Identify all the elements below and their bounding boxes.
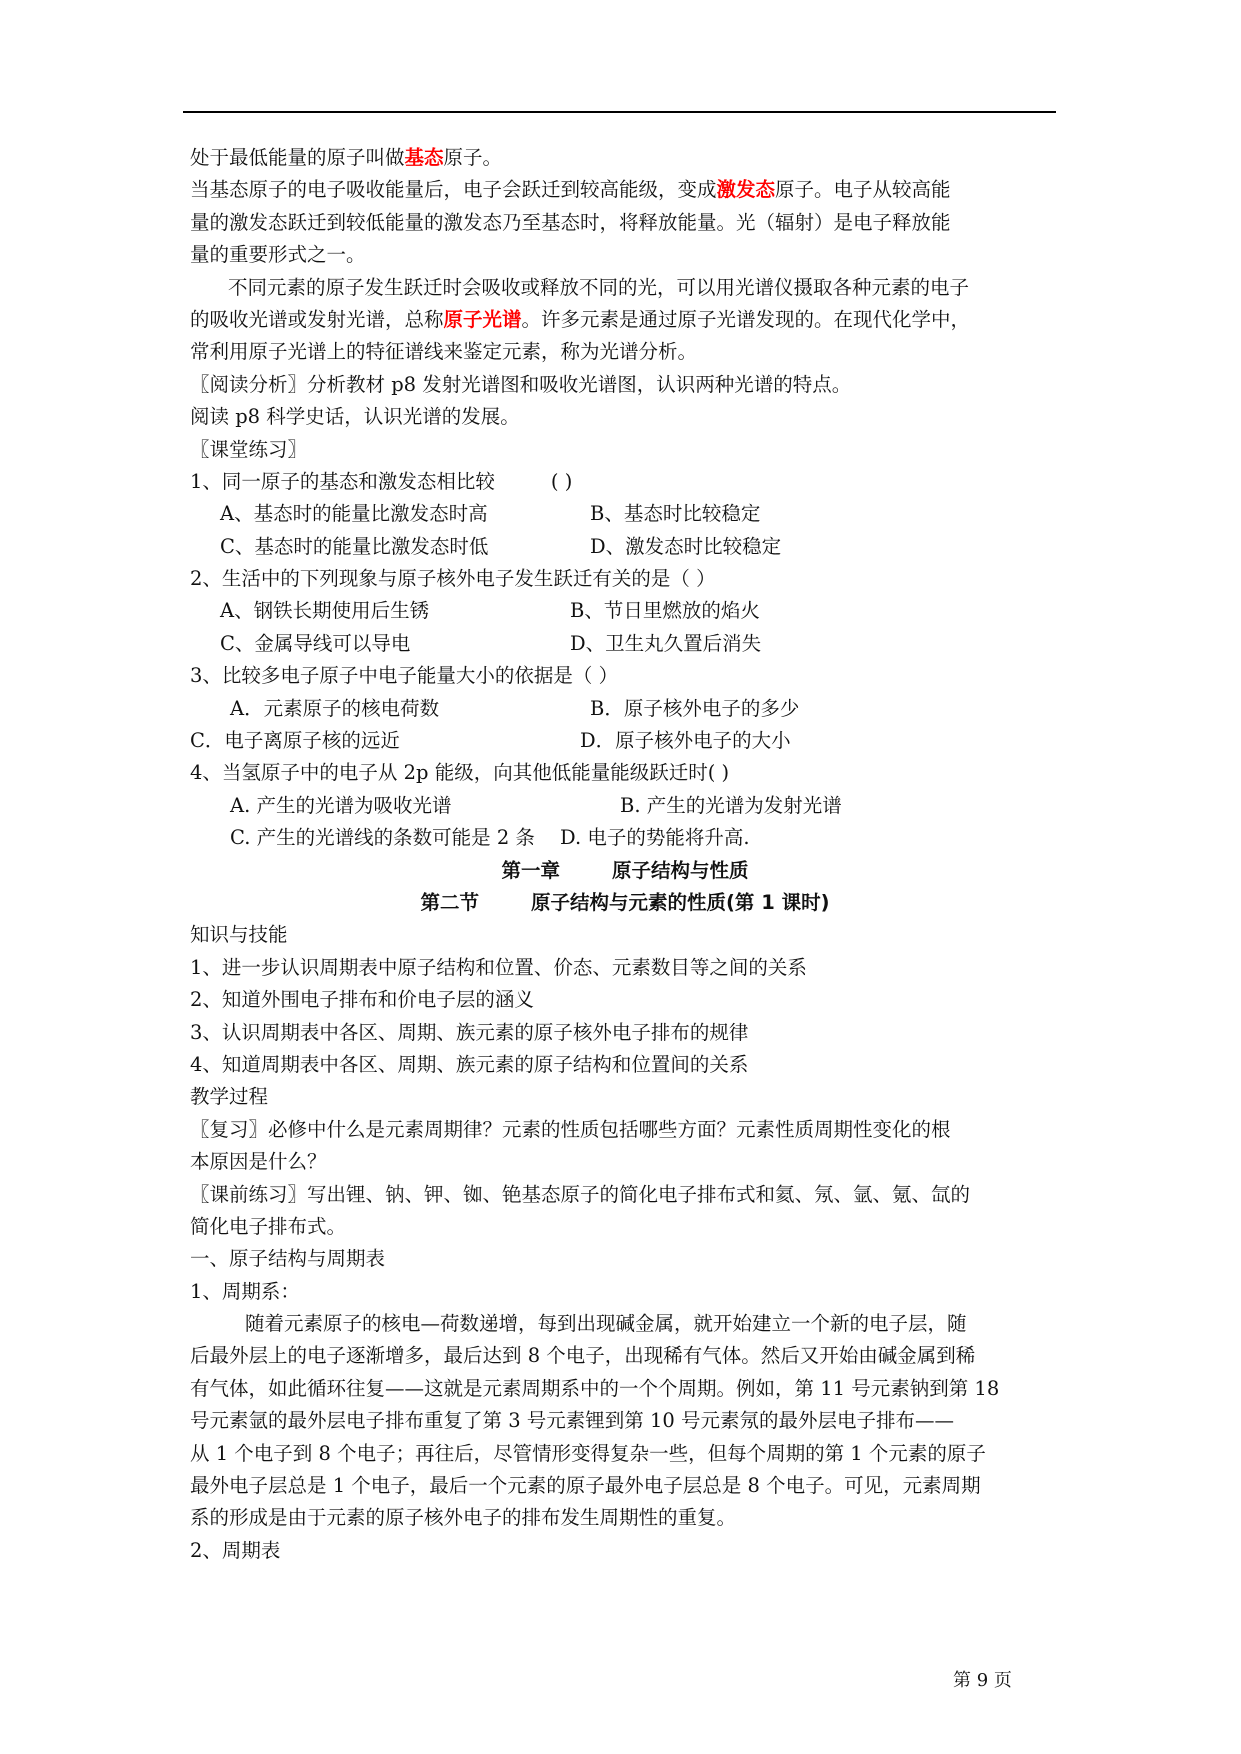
option-c: C．电子离原子核的远近 (190, 729, 400, 753)
pre-exercise-line-2: 简化电子排布式。 (190, 1214, 347, 1238)
header-rule (183, 111, 1056, 113)
option-d: D、卫生丸久置后消失 (570, 631, 762, 655)
excited-state-line-3: 量的重要形式之一。 (190, 243, 366, 267)
section-heading: 第二节 原子结构与元素的性质(第 1 课时) (420, 890, 830, 914)
periodic-paragraph-line: 后最外层上的电子逐渐增多，最后达到 8 个电子，出现稀有气体。然后又开始由碱金属到稀 (190, 1344, 976, 1368)
option-d: D．原子核外电子的大小 (580, 729, 791, 753)
spectrum-line-1: 不同元素的原子发生跃迁时会吸收或释放不同的光，可以用光谱仪摄取各种元素的电子 (228, 275, 970, 299)
reading-analysis: 〖阅读分析〗分析教材 p8 发射光谱图和吸收光谱图，认识两种光谱的特点。 (190, 372, 852, 396)
exercise-2-stem: 2、生活中的下列现象与原子核外电子发生跃迁有关的是（ ） (190, 567, 716, 591)
exercise-heading: 〖课堂练习〗 (190, 437, 308, 461)
option-a: A. 产生的光谱为吸收光谱 (230, 793, 452, 817)
reading-history: 阅读 p8 科学史话，认识光谱的发展。 (190, 405, 520, 429)
knowledge-item: 2、知道外围电子排布和价电子层的涵义 (190, 988, 534, 1012)
exercise-3-options-ab (190, 693, 1060, 725)
exercise-4-options-ab (190, 790, 1060, 822)
subheading-periodic-table: 2、周期表 (190, 1538, 281, 1562)
option-c: C、基态时的能量比激发态时低 (220, 534, 489, 558)
option-b: B、节日里燃放的焰火 (570, 599, 760, 623)
periodic-paragraph-line: 最外电子层总是 1 个电子，最后一个元素的原子最外电子层总是 8 个电子。可见，元素周期 (190, 1474, 981, 1498)
ground-state-line: 处于最低能量的原子叫做基态原子。 (190, 146, 503, 169)
exercise-3-options-cd (190, 725, 1060, 757)
option-a: A、基态时的能量比激发态时高 (220, 502, 488, 526)
option-b: B．原子核外电子的多少 (590, 696, 800, 720)
periodic-paragraph-line: 有气体，如此循环往复——这就是元素周期系中的一个个周期。例如，第 11 号元素钠到第 18 (190, 1376, 1000, 1400)
option-d: D、激发态时比较稳定 (590, 534, 782, 558)
term-excited-state: 激发态 (716, 178, 776, 202)
knowledge-heading: 知识与技能 (190, 923, 288, 947)
exercise-2-options-cd (190, 628, 1060, 660)
chapter-heading: 第一章 原子结构与性质 (501, 858, 749, 882)
option-a: A．元素原子的核电荷数 (230, 696, 440, 720)
excited-state-line-1: 当基态原子的电子吸收能量后，电子会跃迁到较高能级，变成激发态原子。电子从较高能 (190, 178, 951, 202)
option-c: C、金属导线可以导电 (220, 631, 411, 655)
exercise-1-options-ab (190, 498, 1060, 530)
option-b: B、基态时比较稳定 (590, 502, 761, 526)
exercise-2-options-ab (190, 595, 1060, 627)
knowledge-item: 4、知道周期表中各区、周期、族元素的原子结构和位置间的关系 (190, 1052, 749, 1076)
subheading-periodic-system: 1、周期系： (190, 1279, 300, 1303)
pre-exercise-line-1: 〖课前练习〗写出锂、钠、钾、铷、铯基态原子的简化电子排布式和氦、氖、氩、氪、氙的 (190, 1182, 971, 1206)
review-line-1: 〖复习〗必修中什么是元素周期律？元素的性质包括哪些方面？元素性质周期性变化的根 (190, 1117, 951, 1141)
option-c: C. 产生的光谱线的条数可能是 2 条 (230, 826, 535, 850)
exercise-4-options-cd (190, 822, 1060, 854)
page-number: 第 9 页 (953, 1670, 1012, 1691)
periodic-paragraph-line: 随着元素原子的核电—荷数递增，每到出现碱金属，就开始建立一个新的电子层，随 (245, 1312, 967, 1336)
excited-state-line-2: 量的激发态跃迁到较低能量的激发态乃至基态时，将释放能量。光（辐射）是电子释放能 (190, 210, 951, 234)
exercise-1-options-cd (190, 531, 1060, 563)
process-heading: 教学过程 (190, 1085, 269, 1109)
review-line-2: 本原因是什么？ (190, 1150, 327, 1174)
section-1-heading: 一、原子结构与周期表 (190, 1247, 386, 1271)
periodic-paragraph-line: 系的形成是由于元素的原子核外电子的排布发生周期性的重复。 (190, 1506, 737, 1530)
exercise-4-stem: 4、当氢原子中的电子从 2p 能级，向其他低能量能级跃迁时( ) (190, 761, 730, 785)
exercise-3-stem: 3、比较多电子原子中电子能量大小的依据是（ ） (190, 664, 619, 688)
spectrum-line-3: 常利用原子光谱上的特征谱线来鉴定元素，称为光谱分析。 (190, 340, 698, 364)
knowledge-item: 3、认识周期表中各区、周期、族元素的原子核外电子排布的规律 (190, 1020, 749, 1044)
term-ground-state: 基态 (404, 146, 444, 169)
periodic-paragraph-line: 从 1 个电子到 8 个电子；再往后，尽管情形变得复杂一些，但每个周期的第 1 个元素的原子 (190, 1441, 986, 1465)
document-body (190, 142, 1060, 1567)
knowledge-item: 1、进一步认识周期表中原子结构和位置、价态、元素数目等之间的关系 (190, 955, 807, 979)
option-a: A、钢铁长期使用后生锈 (220, 599, 430, 623)
option-b: B. 产生的光谱为发射光谱 (620, 793, 842, 817)
option-d: D. 电子的势能将升高. (560, 826, 750, 850)
spectrum-line-2: 的吸收光谱或发射光谱，总称原子光谱。许多元素是通过原子光谱发现的。在现代化学中， (190, 307, 971, 331)
term-atomic-spectrum: 原子光谱 (443, 307, 522, 331)
answer-bracket: ( ) (550, 469, 573, 493)
periodic-paragraph-line: 号元素氩的最外层电子排布重复了第 3 号元素锂到第 10 号元素氖的最外层电子排布—— (190, 1409, 955, 1433)
exercise-1-stem: 1、同一原子的基态和激发态相比较 ( ) (190, 469, 573, 493)
